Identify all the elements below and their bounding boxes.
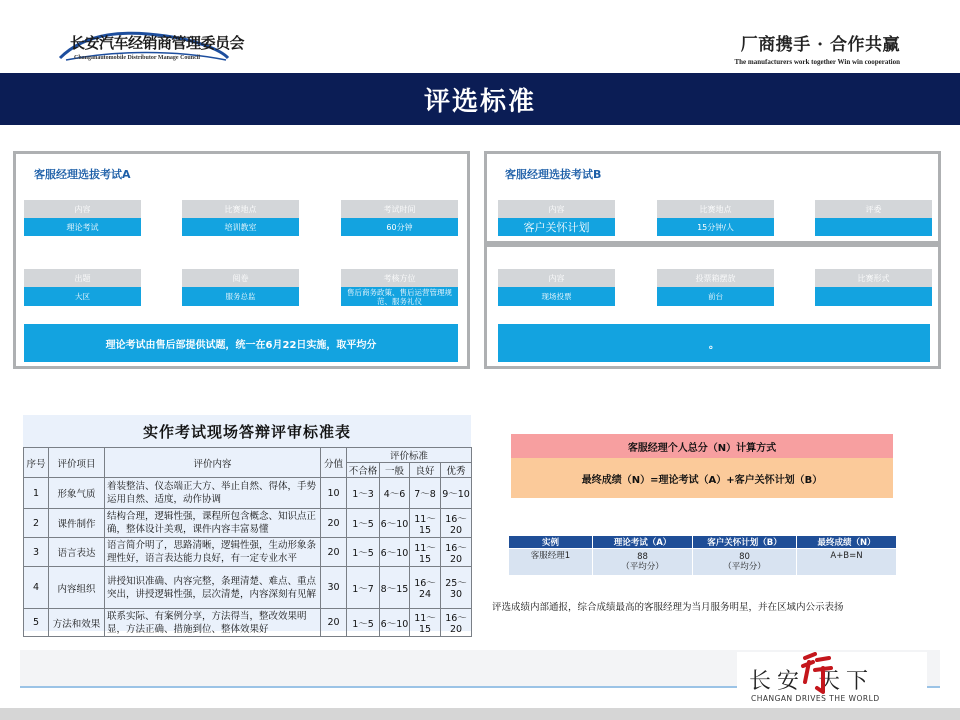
cell-value: 15分钟/人 (657, 218, 774, 236)
exam-b-judges-cell (815, 200, 932, 236)
criteria-table (23, 447, 472, 637)
example-a (593, 549, 693, 576)
col-header-item: 评价项目 (49, 448, 105, 478)
row-level: 4～6 (380, 478, 410, 509)
page-title: 评选标准 (423, 86, 536, 117)
slogan-cn: 厂商携手 · 合作共赢 (740, 35, 900, 55)
cell-label: 考试时间 (341, 200, 458, 218)
row-item: 形象气质 (49, 478, 105, 509)
col-header-level: 良好 (410, 463, 441, 478)
row-score: 10 (321, 478, 347, 509)
slogan (734, 30, 900, 66)
bottom-strip (0, 708, 960, 720)
row-score: 20 (321, 538, 347, 567)
exam-b-ballot-box-cell (657, 269, 774, 306)
brand-en: CHANGAN DRIVES THE WORLD (751, 694, 880, 703)
col-header-level: 不合格 (347, 463, 380, 478)
table-row (24, 567, 472, 609)
cell-value: 客户关怀计划 (498, 218, 615, 236)
brand-cn: 长安 天下 (749, 669, 874, 694)
formula-title: 客服经理个人总分（N）计算方式 (511, 434, 893, 458)
cell-label: 内容 (24, 200, 141, 218)
formula-body: 最终成绩（N）=理论考试（A）+客户关怀计划（B） (511, 458, 893, 498)
row-level: 16～20 (441, 509, 472, 538)
example-header: 理论考试（A） (593, 536, 693, 549)
example-b-value: 80 (739, 552, 750, 562)
cell-value: 服务总监 (182, 287, 299, 306)
example-a-note: （平均分） (621, 562, 664, 572)
example-table (508, 535, 897, 576)
cell-label: 投票箱摆放 (657, 269, 774, 287)
example-header: 最终成绩（N） (797, 536, 897, 549)
exam-b-content-cell (498, 200, 615, 236)
row-level: 25～30 (441, 567, 472, 609)
example-a-value: 88 (637, 552, 648, 562)
cell-value (815, 218, 932, 236)
col-header-score: 分值 (321, 448, 347, 478)
org-name-cn: 长安汽车经销商管理委员会 (70, 34, 245, 52)
cell-label: 比赛形式 (815, 269, 932, 287)
row-level: 8～15 (380, 567, 410, 609)
exam-a-title: 客服经理选拔考试A (34, 168, 131, 181)
row-level: 11～15 (410, 538, 441, 567)
exam-a-setter-cell (24, 269, 141, 306)
table-row (24, 609, 472, 637)
exam-a-note: 理论考试由售后部提供试题，统一在6月22日实施，取平均分 (24, 324, 458, 362)
cell-label: 比赛地点 (182, 200, 299, 218)
table-row (24, 478, 472, 509)
row-level: 1～5 (347, 609, 380, 637)
row-score: 30 (321, 567, 347, 609)
example-b-note: （平均分） (723, 562, 766, 572)
row-level: 11～15 (410, 609, 441, 637)
row-level: 16～24 (410, 567, 441, 609)
row-content: 讲授知识准确、内容完整，条理清楚、难点、重点突出，讲授逻辑性强，层次清楚，内容深刻有见解 (105, 567, 321, 609)
exam-a-content-cell (24, 200, 141, 236)
exam-a-panel (13, 151, 470, 369)
row-score: 20 (321, 609, 347, 637)
cell-label: 内容 (498, 200, 615, 218)
example-name: 客服经理1 (509, 549, 593, 576)
row-level: 6～10 (380, 538, 410, 567)
row-level: 6～10 (380, 509, 410, 538)
criteria-title: 实作考试现场答辩评审标准表 (142, 422, 351, 441)
row-no: 5 (24, 609, 49, 637)
row-item: 方法和效果 (49, 609, 105, 637)
exam-b-vote-cell (498, 269, 615, 306)
cell-label: 出题 (24, 269, 141, 287)
cell-label: 比赛地点 (657, 200, 774, 218)
col-header-level: 一般 (380, 463, 410, 478)
col-header-content: 评价内容 (105, 448, 321, 478)
table-row (24, 509, 472, 538)
col-header-no: 序号 (24, 448, 49, 478)
cell-label: 内容 (498, 269, 615, 287)
criteria-table-box (23, 415, 471, 635)
org-name-en: Changanautomobile Distributor Manage Council (74, 55, 201, 61)
slogan-en: The manufacturers work together Win win cooperation (734, 58, 900, 66)
row-no: 2 (24, 509, 49, 538)
row-no: 3 (24, 538, 49, 567)
row-content: 结构合理，逻辑性强，课程所包含概念、知识点正确，整体设计美观，课件内容丰富易懂 (105, 509, 321, 538)
cell-value: 售后商务政策、售后运营管理规范、服务礼仪 (341, 287, 458, 306)
row-no: 1 (24, 478, 49, 509)
exam-a-time-cell (341, 200, 458, 236)
exam-b-note: 。 (498, 324, 930, 362)
exam-b-location-cell (657, 200, 774, 236)
row-item: 内容组织 (49, 567, 105, 609)
cell-label: 评委 (815, 200, 932, 218)
cell-value: 60分钟 (341, 218, 458, 236)
council-logo (56, 22, 245, 68)
example-header: 实例 (509, 536, 593, 549)
row-level: 1～5 (347, 509, 380, 538)
cell-value: 现场投票 (498, 287, 615, 306)
row-level: 16～20 (441, 538, 472, 567)
footer-brand-logo (737, 652, 927, 708)
table-row (24, 538, 472, 567)
row-level: 16～20 (441, 609, 472, 637)
row-level: 6～10 (380, 609, 410, 637)
row-level: 7～8 (410, 478, 441, 509)
title-bar (0, 73, 960, 125)
row-item: 课件制作 (49, 509, 105, 538)
row-content: 语言简介明了，思路清晰，逻辑性强，生动形象条理性好，语言表达能力良好，有一定专业水平 (105, 538, 321, 567)
cell-label: 考核方位 (341, 269, 458, 287)
cell-value: 前台 (657, 287, 774, 306)
cell-value (815, 287, 932, 306)
exam-b-format-cell (815, 269, 932, 306)
example-b (693, 549, 797, 576)
row-content: 联系实际、有案例分享，方法得当，整改效果明显，方法正确、措施到位、整体效果好 (105, 609, 321, 637)
row-level: 1～5 (347, 538, 380, 567)
cell-value: 大区 (24, 287, 141, 306)
col-header-standard: 评价标准 (347, 448, 472, 463)
row-no: 4 (24, 567, 49, 609)
exam-a-location-cell (182, 200, 299, 236)
example-header: 客户关怀计划（B） (693, 536, 797, 549)
exam-a-grader-cell (182, 269, 299, 306)
row-level: 11～15 (410, 509, 441, 538)
example-n: A+B=N (797, 549, 897, 576)
row-score: 20 (321, 509, 347, 538)
cell-value: 培训教室 (182, 218, 299, 236)
exam-b-panel (484, 151, 941, 369)
row-level: 1～7 (347, 567, 380, 609)
row-item: 语言表达 (49, 538, 105, 567)
table-row (509, 549, 897, 576)
exam-a-scope-cell (341, 269, 458, 306)
panel-divider (487, 241, 938, 247)
row-level: 9～10 (441, 478, 472, 509)
cell-label: 阅卷 (182, 269, 299, 287)
col-header-level: 优秀 (441, 463, 472, 478)
row-content: 着装整洁、仪态端正大方、举止自然、得体，手势运用自然、适度，动作协调 (105, 478, 321, 509)
brush-xing-icon (799, 652, 833, 696)
cell-value: 理论考试 (24, 218, 141, 236)
row-level: 1～3 (347, 478, 380, 509)
exam-b-title: 客服经理选拔考试B (505, 168, 602, 181)
announcement-text: 评选成绩内部通报，综合成绩最高的客服经理为当月服务明星，并在区域内公示表扬 (492, 602, 844, 613)
